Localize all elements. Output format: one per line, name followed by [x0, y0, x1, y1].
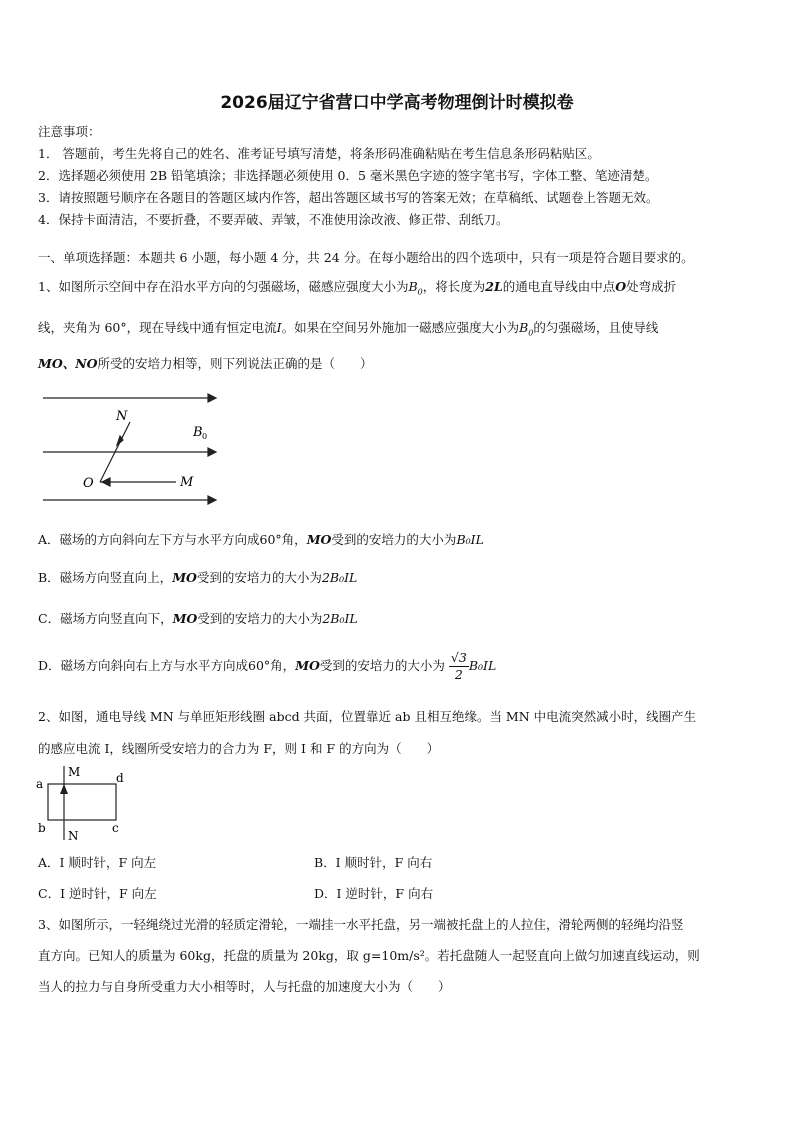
q2-option-d[interactable]: D．I 逆时针，F 向右 — [314, 886, 434, 901]
q1-option-b[interactable]: B．磁场方向竖直向上，MO受到的安培力的大小为2B₀IL — [38, 570, 358, 585]
q3-line-1: 3、如图所示，一轻绳绕过光滑的轻质定滑轮，一端挂一水平托盘，另一端被托盘上的人拉住，滑轮两侧的轻绳均沿竖 — [38, 917, 684, 932]
notice-heading: 注意事项： — [38, 124, 101, 139]
svg-text:c: c — [112, 821, 119, 835]
label-b0: B — [193, 425, 203, 440]
notice-item-2: 2．选择题必须使用 2B 铅笔填涂；非选择题必须使用 0．5 毫米黑色字迹的签字笔书写，字体工整、笔迹清楚。 — [38, 168, 658, 183]
notice-item-4: 4．保持卡面清洁，不要折叠，不要弄破、弄皱，不准使用涂改液、修正带、刮纸刀。 — [38, 212, 509, 227]
label-m: M — [180, 475, 194, 490]
coil-rect — [48, 784, 116, 820]
notice-item-1: 1． 答题前，考生先将自己的姓名、准考证号填写清楚，将条形码准确粘贴在考生信息条形码粘贴区。 — [38, 146, 600, 161]
svg-text:M: M — [68, 765, 81, 779]
svg-text:N: N — [68, 829, 79, 843]
q1-option-d[interactable]: D．磁场方向斜向右上方与水平方向成60°角，MO受到的安培力的大小为 $\frac{√3}{2}$ B₀IL — [38, 650, 497, 682]
q1-option-c[interactable]: C．磁场方向竖直向下，MO受到的安培力的大小为2B₀IL — [38, 611, 358, 626]
q2-line-1: 2、如图，通电导线 MN 与单匝矩形线圈 abcd 共面，位置靠近 ab 且相互绝缘。当 MN 中电流突然减小时，线圈产生 — [38, 709, 697, 724]
q2-option-b[interactable]: B．I 顺时针，F 向右 — [314, 855, 433, 870]
b0-symbol: $B_0$ — [408, 279, 423, 297]
label-n: N — [116, 409, 128, 424]
label-o: O — [83, 476, 94, 491]
svg-text:b: b — [38, 821, 46, 835]
q1-figure — [38, 392, 218, 507]
q2-line-2: 的感应电流 I，线圈所受安培力的合力为 F，则 I 和 F 的方向为（ ） — [38, 741, 440, 756]
q2-figure — [34, 764, 134, 844]
fraction: $\frac{√3}{2}$ — [450, 650, 467, 682]
q2-option-c[interactable]: C．I 逆时针，F 向左 — [38, 886, 157, 901]
current-arrow — [60, 784, 68, 794]
page-title: 2026届辽宁省营口中学高考物理倒计时模拟卷 — [220, 93, 574, 113]
label-b0-sub: 0 — [202, 432, 208, 441]
svg-text:a: a — [36, 777, 44, 791]
notice-item-3: 3．请按照题号顺序在各题目的答题区域内作答，超出答题区域书写的答案无效；在草稿纸、试题卷上答题无效。 — [38, 190, 659, 205]
section-heading: 一、单项选择题：本题共 6 小题，每小题 4 分，共 24 分。在每小题给出的四个选项中，只有一项是符合题目要求的。 — [38, 250, 694, 265]
q3-line-2: 直方向。已知人的质量为 60kg，托盘的质量为 20kg，取 g=10m/s²。若托盘随人一起竖直向上做匀加速直线运动，则 — [38, 948, 700, 963]
q1-option-a[interactable]: A．磁场的方向斜向左下方与水平方向成60°角，MO受到的安培力的大小为B₀IL — [38, 532, 484, 547]
q1-line-3: MO、NO所受的安培力相等，则下列说法正确的是（ ） — [38, 356, 373, 371]
q1-line-1: 1、如图所示空间中存在沿水平方向的匀强磁场，磁感应强度大小为$B_0$，将长度为2L的通电直导线由中点O处弯成折 — [38, 279, 677, 297]
q2-option-a[interactable]: A．I 顺时针，F 向左 — [38, 855, 157, 870]
bent-wire — [100, 422, 176, 486]
svg-text:d: d — [116, 771, 124, 785]
q1-line-2: 线，夹角为 60°，现在导线中通有恒定电流I。如果在空间另外施加一磁感应强度大小为$B_0$的匀强磁场，且使导线 — [38, 320, 659, 338]
q3-line-3: 当人的拉力与自身所受重力大小相等时，人与托盘的加速度大小为（ ） — [38, 979, 451, 994]
